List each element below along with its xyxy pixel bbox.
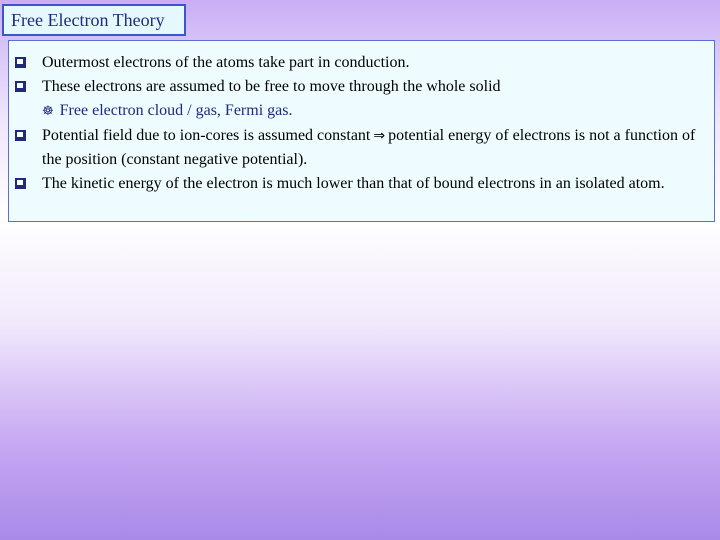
- bullet-item: [15, 75, 708, 124]
- slide-title-text: Free Electron Theory: [11, 9, 165, 30]
- checkbox-bullet-icon: [15, 178, 26, 189]
- bullet-item: [15, 124, 708, 172]
- bullet-item: [15, 172, 708, 196]
- sub-bullet: [42, 99, 708, 124]
- bullet-text: The kinetic energy of the electron is much lower than that of bound electrons in an isolated atom.: [42, 175, 665, 192]
- checkbox-bullet-icon: [15, 130, 26, 141]
- wheel-icon: ☸: [42, 104, 54, 119]
- slide-title: [2, 4, 186, 36]
- bullet-text-before: Potential field due to ion-cores is assumed constant: [42, 127, 371, 144]
- bullet-item: [15, 51, 708, 75]
- sub-bullet-text: Free electron cloud / gas, Fermi gas.: [59, 102, 293, 119]
- checkbox-bullet-icon: [15, 81, 26, 92]
- bullet-text: These electrons are assumed to be free to move through the whole solid: [42, 78, 501, 95]
- content-box: [8, 40, 715, 222]
- bullet-text: Outermost electrons of the atoms take part in conduction.: [42, 54, 410, 71]
- bullet-body: [42, 124, 708, 172]
- bullet-text-after: potential energy of electrons is not a function of the position (constant negative potential).: [42, 127, 696, 168]
- bullet-body: [42, 75, 708, 124]
- implies-arrow-icon: ⇒: [373, 128, 386, 144]
- checkbox-bullet-icon: [15, 57, 26, 68]
